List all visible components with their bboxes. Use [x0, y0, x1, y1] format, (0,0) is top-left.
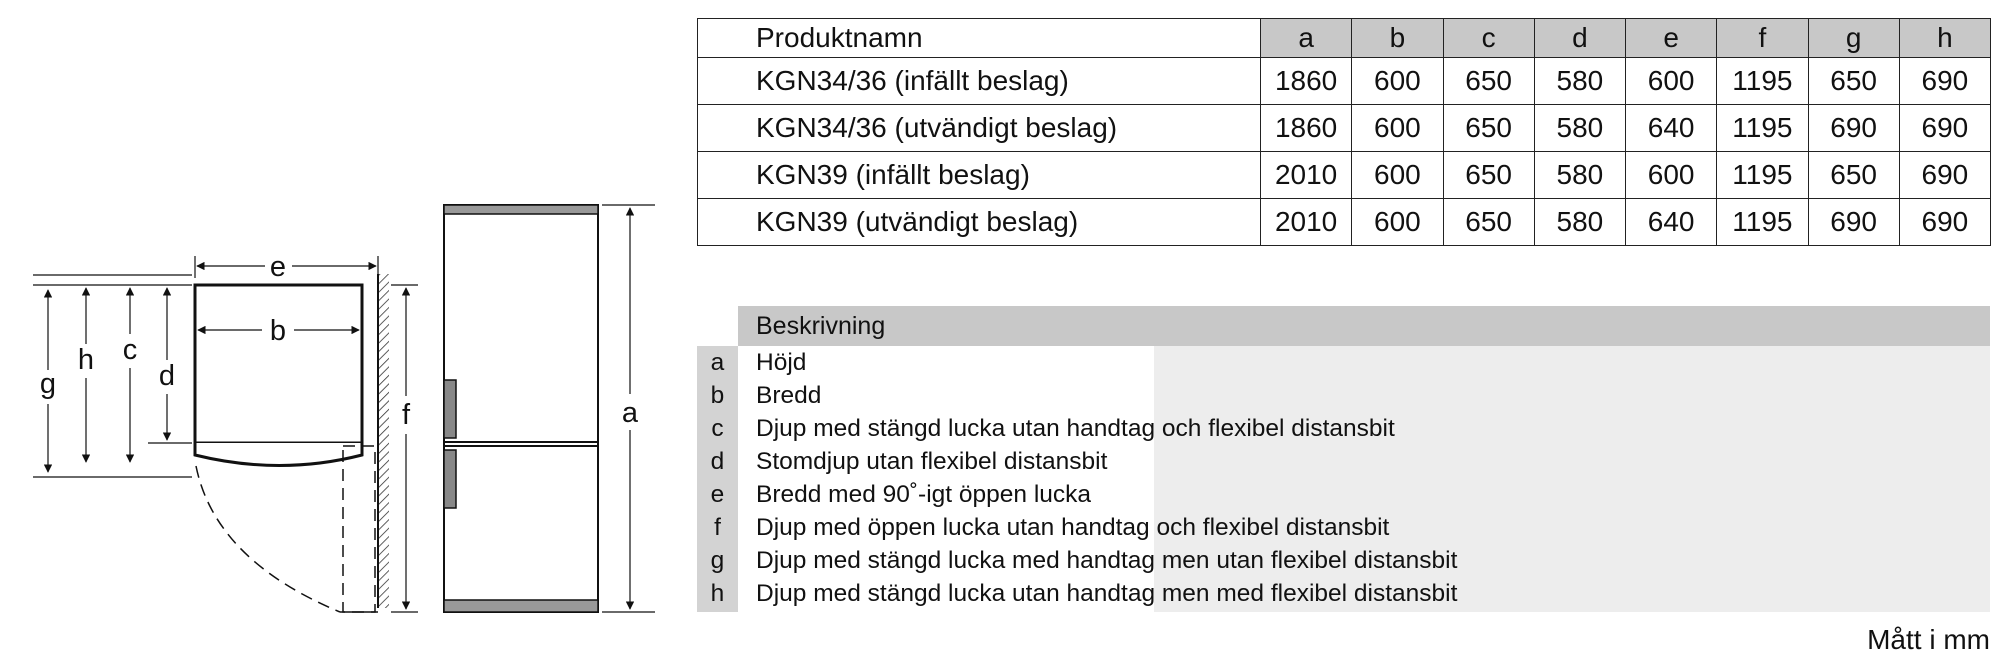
header-dim-c: c: [1443, 19, 1534, 58]
value-cell: 650: [1443, 105, 1534, 152]
wall-hatching: [378, 274, 389, 608]
legend-description: Djup med öppen lucka utan handtag och flexibel distansbit: [756, 514, 1390, 541]
legend-description: Höjd: [756, 349, 807, 376]
legend-key: g: [710, 547, 725, 574]
base-plinth: [444, 600, 598, 612]
header-dim-e: e: [1626, 19, 1717, 58]
legend-item: [697, 544, 1990, 577]
value-cell: 690: [1899, 58, 1990, 105]
value-cell: 580: [1534, 152, 1625, 199]
legend-key: c: [711, 415, 724, 442]
header-dim-f: f: [1717, 19, 1808, 58]
product-name-cell: KGN34/36 (utvändigt beslag): [698, 105, 1261, 152]
value-cell: 690: [1808, 105, 1899, 152]
legend-key: e: [710, 481, 725, 508]
dim-label-c: c: [122, 334, 138, 366]
dim-label-f: f: [401, 399, 411, 431]
table-row: [698, 152, 1991, 199]
header-dim-h: h: [1899, 19, 1990, 58]
value-cell: 2010: [1261, 199, 1352, 246]
value-cell: 600: [1352, 105, 1443, 152]
value-cell: 650: [1808, 152, 1899, 199]
upper-door-handle: [444, 380, 456, 438]
value-cell: 600: [1352, 152, 1443, 199]
legend-description: Djup med stängd lucka utan handtag men med flexibel distansbit: [756, 580, 1458, 607]
legend-item: [697, 445, 1990, 478]
value-cell: 650: [1443, 152, 1534, 199]
legend-description: Bredd med 90˚-igt öppen lucka: [756, 481, 1092, 508]
value-cell: 650: [1443, 199, 1534, 246]
value-cell: 650: [1443, 58, 1534, 105]
value-cell: 1195: [1717, 105, 1808, 152]
legend-description: Bredd: [756, 382, 822, 409]
legend-key: f: [714, 514, 721, 541]
cabinet-top-view: [195, 285, 362, 443]
value-cell: 1195: [1717, 199, 1808, 246]
legend-item: [697, 511, 1990, 544]
front-view: [444, 205, 655, 612]
door-closed: [195, 443, 362, 466]
header-dim-d: d: [1534, 19, 1625, 58]
value-cell: 600: [1626, 152, 1717, 199]
legend-description: Djup med stängd lucka med handtag men utan flexibel distansbit: [756, 547, 1458, 574]
legend-description: Stomdjup utan flexibel distansbit: [756, 448, 1108, 475]
unit-note: Mått i mm: [1867, 624, 1990, 655]
dim-label-a: a: [621, 397, 639, 429]
value-cell: 1860: [1261, 105, 1352, 152]
table-row: [698, 199, 1991, 246]
value-cell: 1860: [1261, 58, 1352, 105]
legend-item: [697, 478, 1990, 511]
value-cell: 600: [1626, 58, 1717, 105]
header-product-name: Produktnamn: [698, 19, 1261, 58]
value-cell: 2010: [1261, 152, 1352, 199]
legend: [697, 306, 1990, 612]
value-cell: 600: [1352, 58, 1443, 105]
dim-label-e: e: [269, 251, 287, 283]
value-cell: 690: [1899, 199, 1990, 246]
product-name-cell: KGN39 (infällt beslag): [698, 152, 1261, 199]
value-cell: 690: [1899, 152, 1990, 199]
table-header-row: [698, 19, 1991, 58]
table-row: [698, 58, 1991, 105]
value-cell: 1195: [1717, 58, 1808, 105]
header-dim-a: a: [1261, 19, 1352, 58]
value-cell: 580: [1534, 58, 1625, 105]
value-cell: 1195: [1717, 152, 1808, 199]
legend-title: Beskrivning: [738, 306, 1990, 346]
legend-item: [697, 346, 1990, 379]
value-cell: 650: [1808, 58, 1899, 105]
top-view: [33, 251, 418, 612]
door-open-outline: [343, 446, 375, 612]
legend-key: h: [710, 580, 725, 607]
dim-label-b: b: [269, 315, 287, 347]
value-cell: 600: [1352, 199, 1443, 246]
legend-item: [697, 577, 1990, 610]
legend-body: [697, 346, 1990, 612]
product-name-cell: KGN39 (utvändigt beslag): [698, 199, 1261, 246]
value-cell: 690: [1899, 105, 1990, 152]
door-swing-arc: [196, 466, 340, 612]
dim-label-g: g: [39, 368, 57, 400]
value-cell: 640: [1626, 199, 1717, 246]
value-cell: 580: [1534, 105, 1625, 152]
value-cell: 690: [1808, 199, 1899, 246]
dimension-diagram: [0, 0, 700, 667]
dimensions-table: [697, 18, 1991, 246]
legend-key: d: [710, 448, 725, 475]
dim-label-d: d: [158, 360, 176, 392]
legend-key: a: [710, 349, 725, 376]
fridge-body: [444, 205, 598, 612]
legend-item: [697, 379, 1990, 412]
header-dim-b: b: [1352, 19, 1443, 58]
lower-door-handle: [444, 450, 456, 508]
legend-key: b: [710, 382, 725, 409]
table-row: [698, 105, 1991, 152]
value-cell: 580: [1534, 199, 1625, 246]
value-cell: 640: [1626, 105, 1717, 152]
top-cover: [444, 205, 598, 214]
product-name-cell: KGN34/36 (infällt beslag): [698, 58, 1261, 105]
legend-description: Djup med stängd lucka utan handtag och flexibel distansbit: [756, 415, 1395, 442]
header-dim-g: g: [1808, 19, 1899, 58]
legend-item: [697, 412, 1990, 445]
dim-label-h: h: [77, 344, 95, 376]
